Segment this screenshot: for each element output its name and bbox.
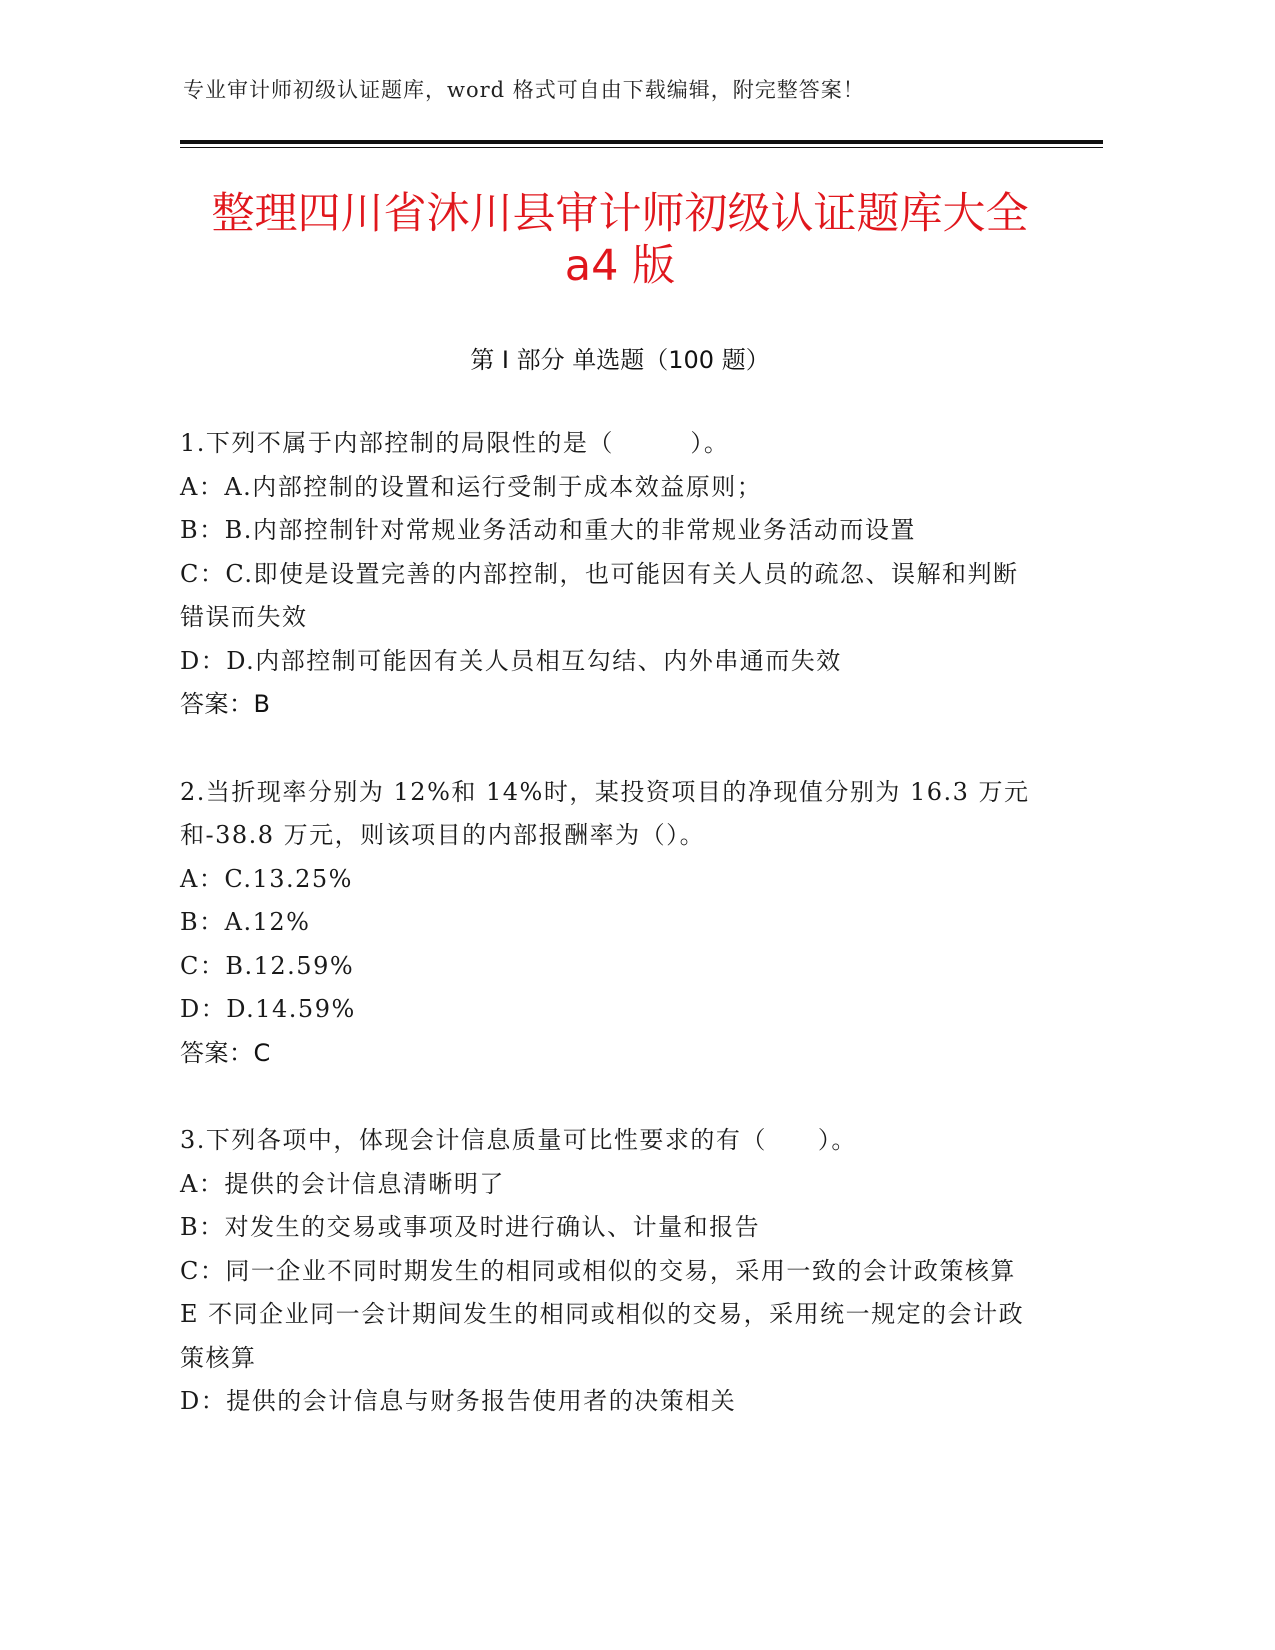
option-d: D：D.内部控制可能因有关人员相互勾结、内外串通而失效	[180, 646, 842, 675]
section-title: 第 I 部分 单选题（100 题）	[470, 346, 770, 374]
option-d: D：D.14.59%	[180, 995, 356, 1023]
option-a: A：提供的会计信息清晰明了	[180, 1169, 505, 1198]
question-stem: 2.当折现率分别为 12%和 14%时，某投资项目的净现值分别为 16.3 万元和-38.8 万元，则该项目的内部报酬率为（）。	[180, 777, 1030, 849]
option-b: B：对发生的交易或事项及时进行确认、计量和报告	[180, 1213, 761, 1241]
header-rule-thick	[180, 140, 1103, 144]
answer: 答案：B	[180, 690, 271, 718]
question-stem: 1.下列不属于内部控制的局限性的是（ ）。	[180, 429, 730, 457]
option-c: C：C.即使是设置完善的内部控制，也可能因有关人员的疏忽、误解和判断错误而失效	[180, 559, 1019, 631]
option-c: C：同一企业不同时期发生的相同或相似的交易，采用一致的会计政策核算 E 不同企业同一会计期间发生的相同或相似的交易，采用统一规定的会计政策核算	[180, 1256, 1025, 1372]
question-2	[180, 771, 1030, 1076]
question-1	[180, 422, 1030, 727]
title-line-1: 整理四川省沐川县审计师初级认证题库大全	[211, 189, 1029, 239]
option-b: B：B.内部控制针对常规业务活动和重大的非常规业务活动而设置	[180, 516, 916, 544]
option-a: A：C.13.25%	[180, 864, 353, 893]
header-note: 专业审计师初级认证题库，word 格式可自由下载编辑，附完整答案！	[183, 78, 865, 102]
option-d: D：提供的会计信息与财务报告使用者的决策相关	[180, 1387, 737, 1415]
question-stem: 3.下列各项中，体现会计信息质量可比性要求的有（ ）。	[180, 1126, 857, 1154]
title-line-2: a4 版	[564, 241, 676, 291]
option-b: B：A.12%	[180, 908, 311, 936]
option-c: C：B.12.59%	[180, 951, 355, 980]
document-title	[120, 188, 1120, 292]
option-a: A：A.内部控制的设置和运行受制于成本效益原则；	[180, 472, 763, 501]
header-rule-thin	[180, 147, 1103, 148]
question-3	[180, 1119, 1030, 1424]
question-list	[180, 422, 1030, 1468]
answer: 答案：C	[180, 1038, 271, 1067]
